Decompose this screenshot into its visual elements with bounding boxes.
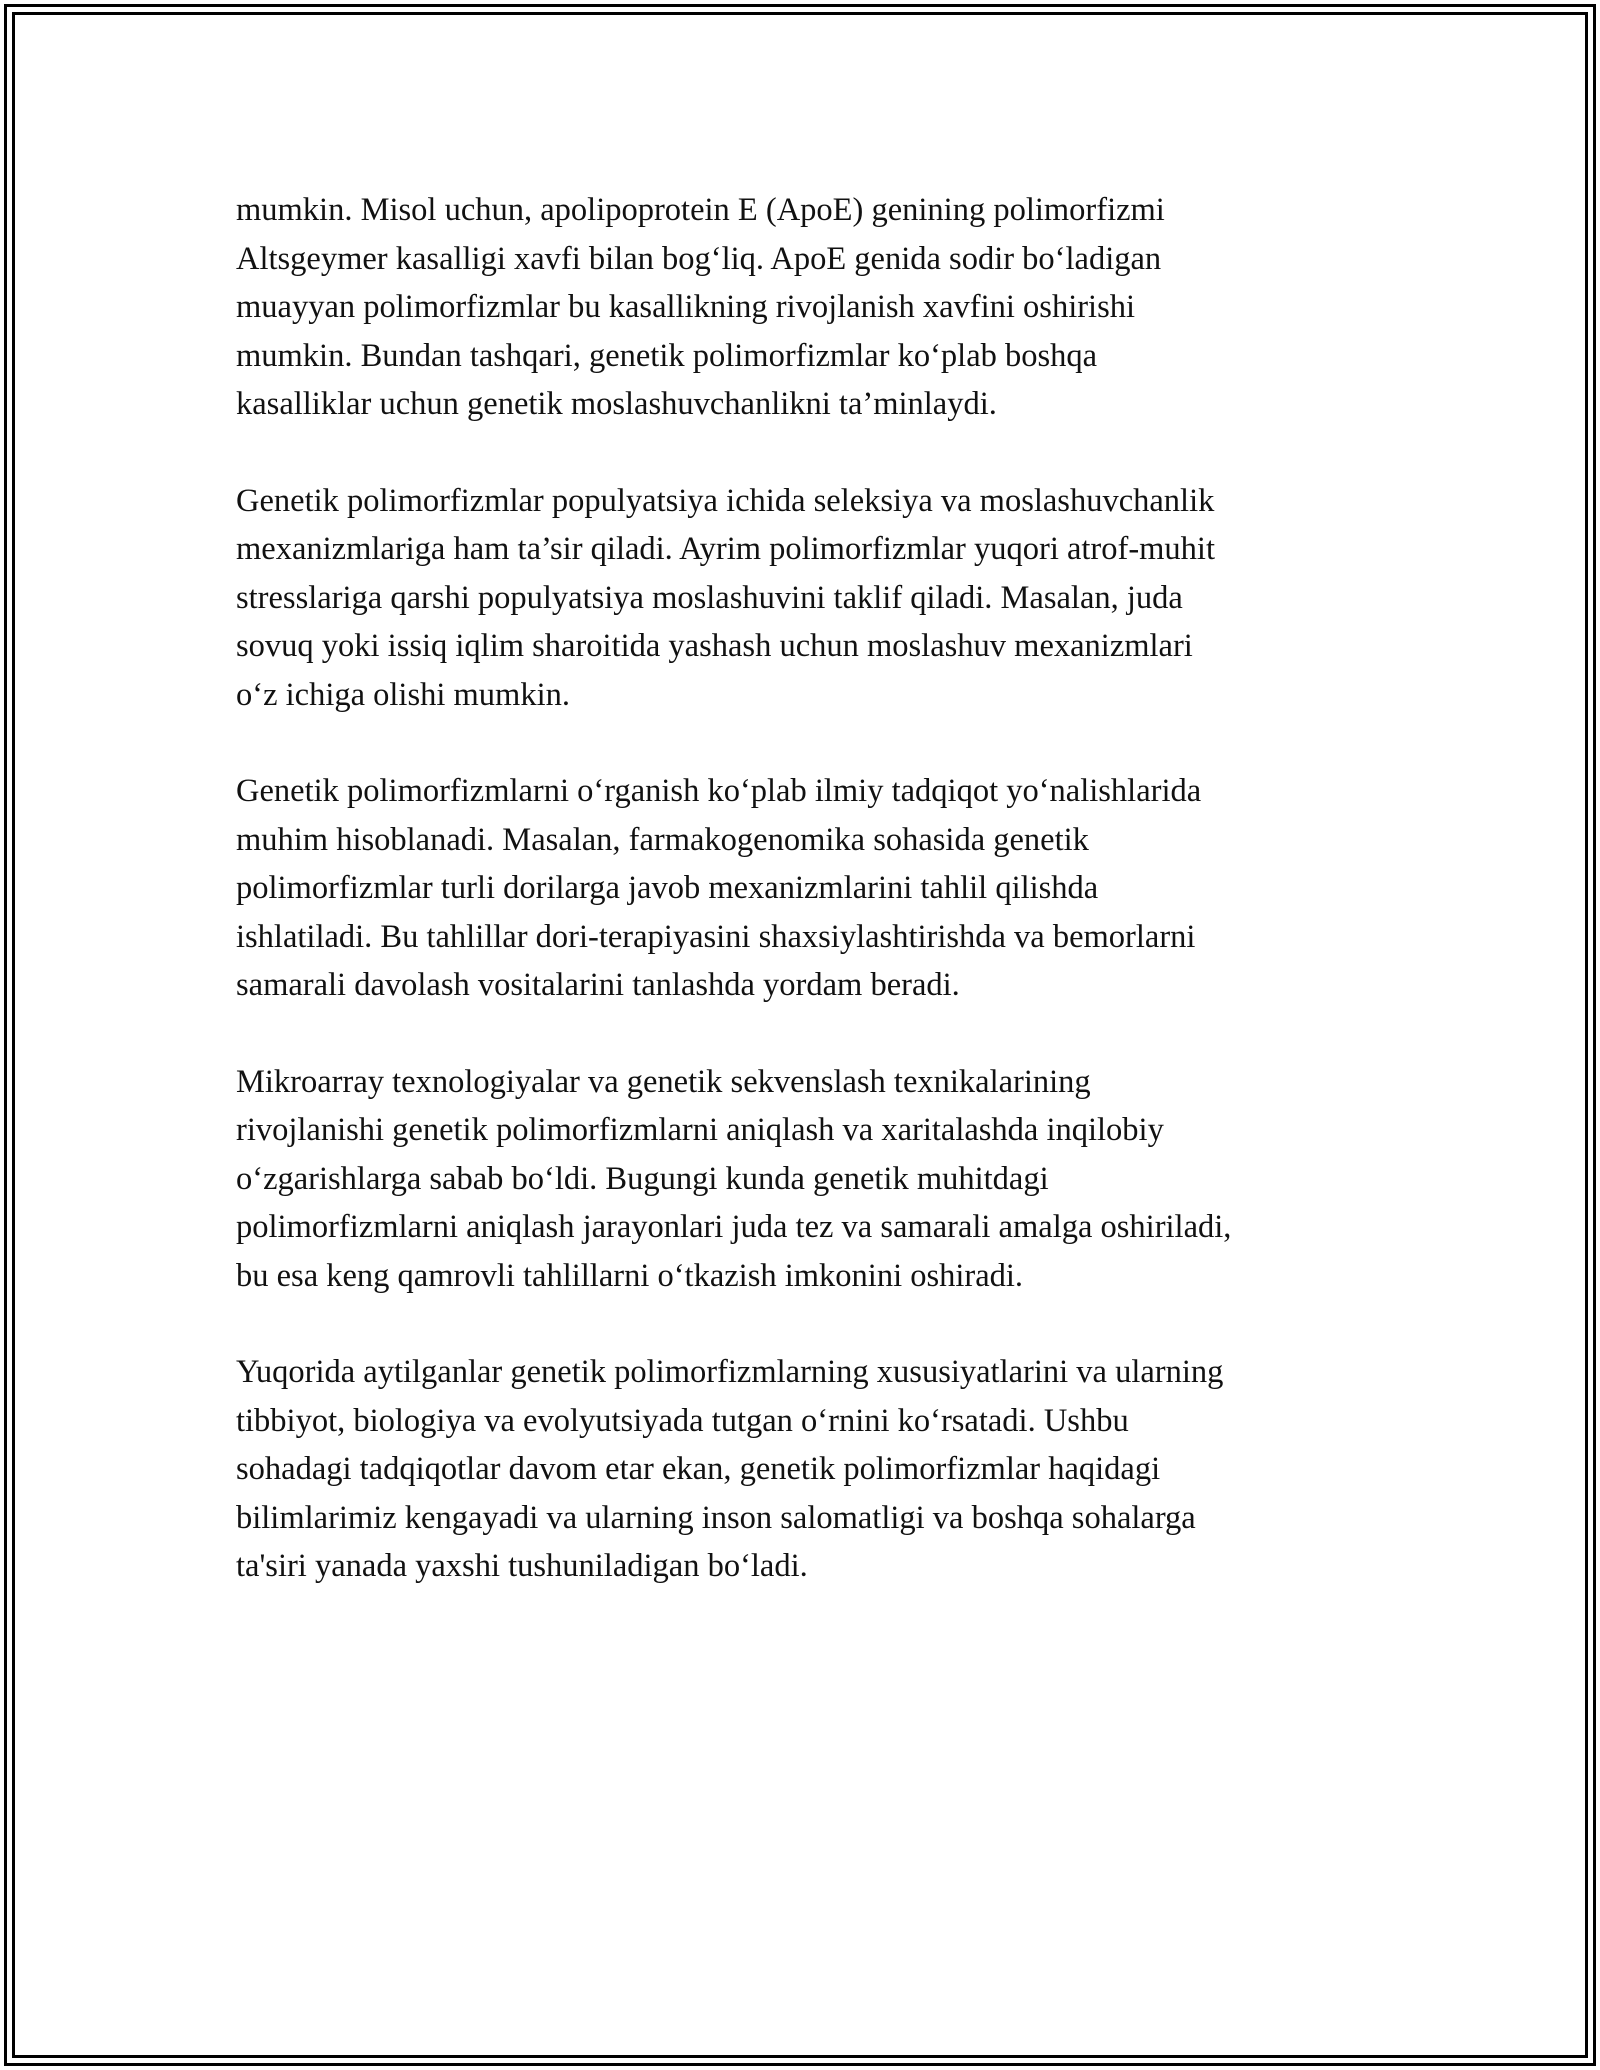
document-body — [236, 186, 1366, 1639]
text-line: tibbiyot, biologiya va evolyutsiyada tutgan o‘rnini ko‘rsatadi. Ushbu — [236, 1402, 1129, 1439]
text-line: rivojlanishi genetik polimorfizmlarni aniqlash va xaritalashda inqilobiy — [236, 1112, 1164, 1148]
text-line: Altsgeymer kasalligi xavfi bilan bog‘liq. ApoE genida sodir bo‘ladigan — [236, 240, 1162, 277]
paragraph-1 — [236, 186, 1366, 429]
text-line: samarali davolash vositalarini tanlashda yordam beradi. — [236, 967, 960, 1003]
paragraph-3 — [236, 767, 1366, 1010]
text-line: Mikroarray texnologiyalar va genetik sekvenslash texnikalarining — [236, 1063, 1091, 1100]
text-line: mexanizmlariga ham ta’sir qiladi. Ayrim polimorfizmlar yuqori atrof-muhit — [236, 531, 1215, 567]
paragraph-2 — [236, 477, 1366, 720]
text-line: Yuqorida aytilganlar genetik polimorfizmlarning xususiyatlarini va ularning — [236, 1354, 1224, 1390]
text-line: ta'siri yanada yaxshi tushuniladigan bo‘ladi. — [236, 1548, 808, 1584]
text-line: bilimlarimiz kengayadi va ularning inson salomatligi va boshqa sohalarga — [236, 1499, 1196, 1536]
text-line: sovuq yoki issiq iqlim sharoitida yashash uchun moslashuv mexanizmlari — [236, 628, 1193, 664]
paragraph-4 — [236, 1058, 1366, 1301]
text-line: polimorfizmlar turli dorilarga javob mexanizmlarini tahlil qilishda — [236, 870, 1099, 906]
text-line: polimorfizmlarni aniqlash jarayonlari juda tez va samarali amalga oshiriladi, — [236, 1209, 1232, 1245]
text-line: sohadagi tadqiqotlar davom etar ekan, genetik polimorfizmlar haqidagi — [236, 1451, 1161, 1487]
text-line: o‘z ichiga olishi mumkin. — [236, 676, 570, 713]
text-line: bu esa keng qamrovli tahlillarni o‘tkazish imkonini oshiradi. — [236, 1257, 1024, 1294]
text-line: Genetik polimorfizmlarni o‘rganish ko‘plab ilmiy tadqiqot yo‘nalishlarida — [236, 773, 1202, 809]
text-line: muayyan polimorfizmlar bu kasallikning rivojlanish xavfini oshirishi — [236, 289, 1136, 325]
paragraph-5 — [236, 1348, 1366, 1591]
text-line: ishlatiladi. Bu tahlillar dori-terapiyasini shaxsiylashtirishda va bemorlarni — [236, 918, 1196, 955]
text-line: muhim hisoblanadi. Masalan, farmakogenomika sohasida genetik — [236, 821, 1089, 858]
text-line: kasalliklar uchun genetik moslashuvchanlikni ta’minlaydi. — [236, 386, 997, 422]
text-line: o‘zgarishlarga sabab bo‘ldi. Bugungi kunda genetik muhitdagi — [236, 1160, 1049, 1197]
text-line: mumkin. Misol uchun, apolipoprotein E (ApoE) genining polimorfizmi — [236, 192, 1165, 228]
text-line: stresslariga qarshi populyatsiya moslashuvini taklif qiladi. Masalan, juda — [236, 579, 1183, 616]
text-line: Genetik polimorfizmlar populyatsiya ichida seleksiya va moslashuvchanlik — [236, 482, 1215, 519]
text-line: mumkin. Bundan tashqari, genetik polimorfizmlar ko‘plab boshqa — [236, 337, 1098, 374]
